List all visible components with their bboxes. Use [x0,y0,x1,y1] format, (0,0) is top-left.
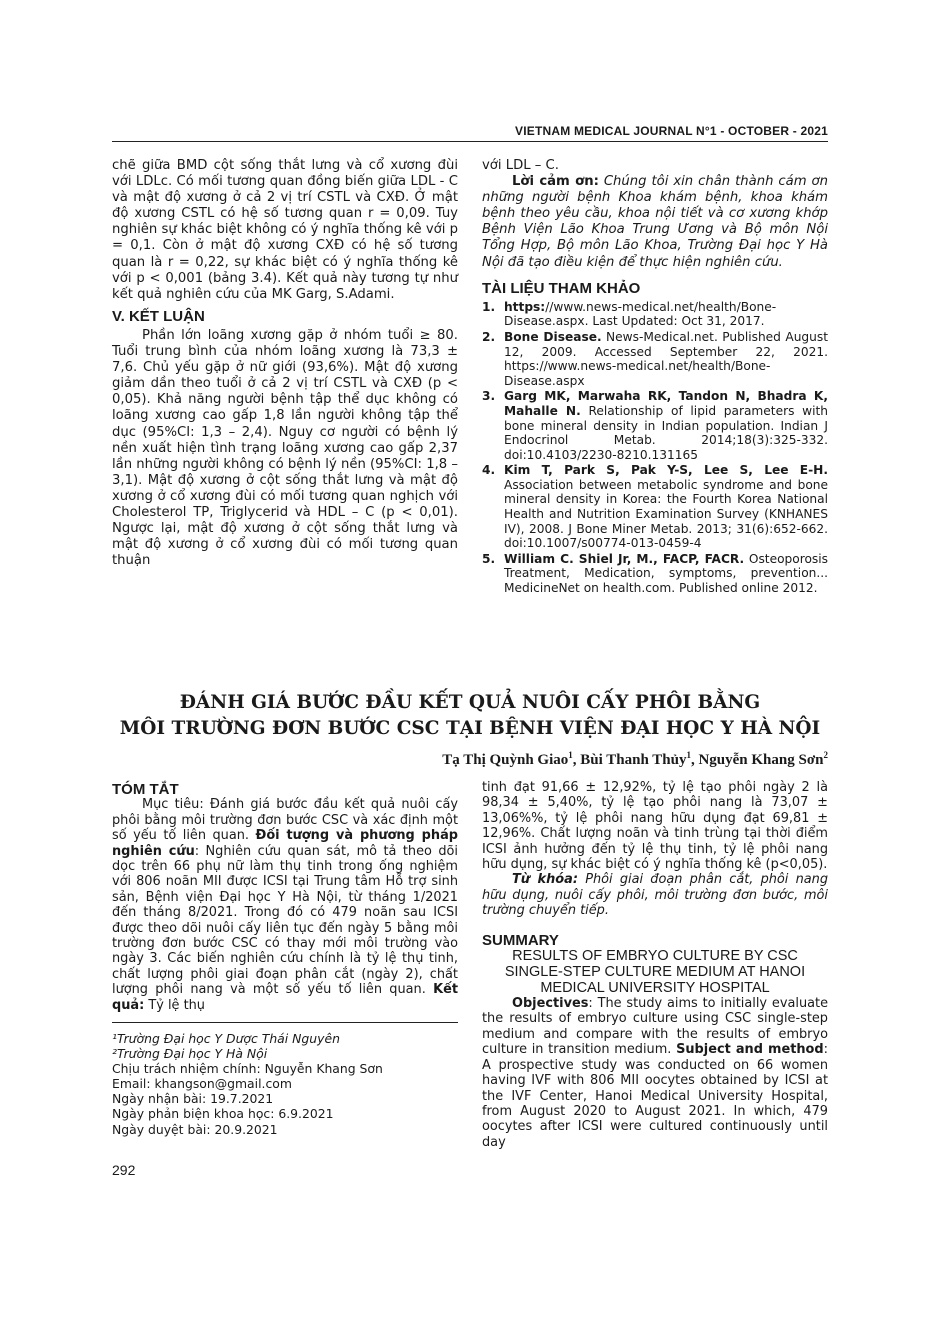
abstract-vn [112,782,458,1013]
abstract-right-column [482,780,828,1150]
keywords: Từ khóa: Phôi giai đoạn phân cắt, phôi nang hữu dụng, nuôi cấy phôi, môi trường đơn bước, môi trường chuyển tiếp. [482,872,829,919]
author-list: Tạ Thị Quỳnh Giao$^1$, Bùi Thanh Thủy$^1$, Nguyễn Khang Sơn$^2$ [442,750,828,768]
date-received: Ngày nhận bài: 19.7.2021 [112,1091,274,1107]
summary-paragraph: Objectives: The study aims to initially evaluate the results of embryo culture using CSC single-step medium and compare with the results of embryo culture in transition medium. Subject and method: A prospective study was conducted on 66 women having IVF with 806 MII oocytes obtained by ICSI at the IVF Center, Hanoi Medical University Hospital, from August 2020 to August 2021. In which, 479 oocytes after ICSI were cultured continuously until day [482,996,828,1150]
conclusion-paragraph: Phần lớn loãng xương gặp ở nhóm tuổi ≥ 80. Tuổi trung bình của nhóm loãng xương là 73,3 ± 7,6. Chủ yếu gặp ở nữ giới (93,6%). Mật độ xương giảm dần theo tuổi ở cả 2 vị trí CSTL và CXĐ (p < 0,05). Khả năng người bệnh tập thể dục không có loãng xương cao gấp 1,8 lần người không tập thể dục (95%CI: 1,3 – 2,4). Nguy cơ người có bệnh lý nền xuất hiện tình trạng loãng xương cao gấp 2,37 lần những người không có bệnh lý nền (95%CI: 1,8 – 3,1). Mật độ xương ở cột sống thắt lưng và mật độ xương ở cổ xương đùi có mối tương quan nghịch với Cholesterol TP, Triglycerid và HDL – C (p < 0,01). Ngược lại, mật độ xương ở cột sống thắt lưng và mật độ xương ở cổ xương đùi có mối tương quan thuận [112,327,458,569]
acknowledgement-paragraph [482,174,828,271]
top-right-column [482,158,828,597]
article-title: ĐÁNH GIÁ BƯỚC ĐẦU KẾT QUẢ NUÔI CẤY PHÔI BẰNG MÔI TRƯỜNG ĐƠN BƯỚC CSC TẠI BỆNH VIỆN ĐẠI HỌC Y HÀ NỘI [119,692,821,739]
affiliation-2: ²Trường Đại học Y Hà Nội [112,1046,268,1062]
abstract-continued: tinh đạt 91,66 ± 12,92%, tỷ lệ tạo phôi ngày 2 là 98,34 ± 5,40%, tỷ lệ tạo phôi nang là 73,07 ± 13,06%%, tỷ lệ phôi nang hữu dụng đạt 69,81 ± 12,96%. Chất lượng noãn và tinh trùng tại thời điểm ICSI ảnh hưởng đến tỷ lệ thụ tinh, tỷ lệ phôi nang hữu dụng, sự khác biệt có ý nghĩa thống kê (p<0,05). [482,780,828,873]
abstract-paragraph: Mục tiêu: Đánh giá bước đầu kết quả nuôi cấy phôi bằng môi trường đơn bước CSC và xác định một số yếu tố liên quan. Đối tượng và phương pháp nghiên cứu: Nghiên cứu quan sát, mô tả theo dõi dọc trên 66 phụ nữ làm thụ tinh trong ống nghiệm với 806 noãn MII được ICSI tại Trung tâm Hỗ trợ sinh sản, Bệnh viện Đại học Y Hà Nội, từ tháng 1/2021 đến tháng 8/2021. Trong đó có 479 noãn sau ICSI được theo dõi nuôi cấy liên tục đến ngày 5 bằng môi trường đơn bước CSC có thay mới môi trường vào ngày 3. Các biến nghiên cứu chính là tỷ lệ thụ tinh, chất lượng phôi giai đoạn phân cắt (ngày 2), chất lượng phôi nang và một số yếu tố liên quan. Kết quả: Tỷ lệ thụ [112,797,459,1013]
top-left-column [112,158,458,569]
conclusion-heading: V. KẾT LUẬN [112,307,205,325]
reference-item: 5. William C. Shiel Jr, M., FACP, FACR. Osteoporosis Treatment, Medication, symptoms, prevention... MedicineNet on health.com. Published online 2012. [482,551,829,596]
summary-heading: SUMMARY [482,931,559,949]
references-heading: TÀI LIỆU THAM KHẢO [482,279,641,297]
footnote [112,1022,458,1137]
affiliation-1: ¹Trường Đại học Y Dược Thái Nguyên [112,1031,340,1046]
reference-item: 3. Garg MK, Marwaha RK, Tandon N, Bhadra K, Mahalle N. Relationship of lipid parameters with bone mineral density in Indian population. Indian J Endocrinol Metab. 2014;18(3):325-332. doi:10.4103/2230-8210.131165 [482,389,828,462]
corresponding-author: Chịu trách nhiệm chính: Nguyễn Khang Sơn [112,1061,383,1077]
reference-item: 1. https://www.news-medical.net/health/Bone-Disease.aspx. Last Updated: Oct 31, 2017. [482,299,777,329]
author-email: Email: khangson@gmail.com [112,1076,292,1092]
discussion-paragraph: chẽ giữa BMD cột sống thắt lưng và cổ xương đùi với LDLc. Có mối tương quan đồng biến giữa LDL - C và mật độ xương ở cả 2 vị trí CSTL và CXĐ. Ở mật độ xương CSTL có hệ số tương quan r = 0,09. Tuy nghiên sự khác biệt không có ý nghĩa thống kê với p = 0,1. Còn ở mật độ xương CXĐ có hệ số tương quan là r = 0,22, sự khác biệt có ý nghĩa thống kê với p < 0,001 (bảng 3.4). Kết quả này tương tự như kết quả nghiên cứu của MK Garg, S.Adami. [112,158,458,302]
acknowledgement-text: Chúng tôi xin chân thành cám ơn những người bệnh Khoa khám bệnh, khoa khám bệnh theo yêu cầu, khoa nội tiết và cơ xương khớp Bệnh Viện Lão Khoa Trung Ương và Bộ môn Nội Tổng Hợp, Bộ môn Lão Khoa, Trường Đại học Y Hà Nội đã tạo điều kiện để thực hiện nghiên cứu. [482,174,828,270]
acknowledgement-label: Lời cảm ơn: [512,174,599,190]
abstract-heading: TÓM TẮT [112,781,179,798]
page-number: 292 [112,1162,136,1178]
author-name: Nguyễn Khang Sơn [698,752,824,768]
reference-item: 4. Kim T, Park S, Pak Y-S, Lee S, Lee E-H. Association between metabolic syndrome and bone mineral density in Korea: the Fourth Korea National Health and Nutrition Examination Survey (KNHANES IV), 2008. J Bone Miner Metab. 2013; 31(6):652-662. doi:10.1007/s00774-013-0459-4 [482,463,828,551]
date-reviewed: Ngày phản biện khoa học: 6.9.2021 [112,1106,334,1122]
summary-title: RESULTS OF EMBRYO CULTURE BY CSC SINGLE-STEP CULTURE MEDIUM AT HANOI MEDICAL UNIVERSITY HOSPITAL [504,948,806,997]
author-name: Tạ Thị Quỳnh Giao [442,752,569,768]
journal-header: VIETNAM MEDICAL JOURNAL N°1 - OCTOBER - 2021 [112,124,828,142]
author-name: Bùi Thanh Thủy [580,752,687,768]
reference-list [482,300,828,596]
reference-item: 2. Bone Disease. News-Medical.net. Published August 12, 2009. Accessed September 22, 2021. https://www.news-medical.net/health/Bone-Disease.aspx [482,329,829,388]
date-approved: Ngày duyệt bài: 20.9.2021 [112,1121,278,1137]
conclusion-continued: với LDL – C. [482,158,559,173]
